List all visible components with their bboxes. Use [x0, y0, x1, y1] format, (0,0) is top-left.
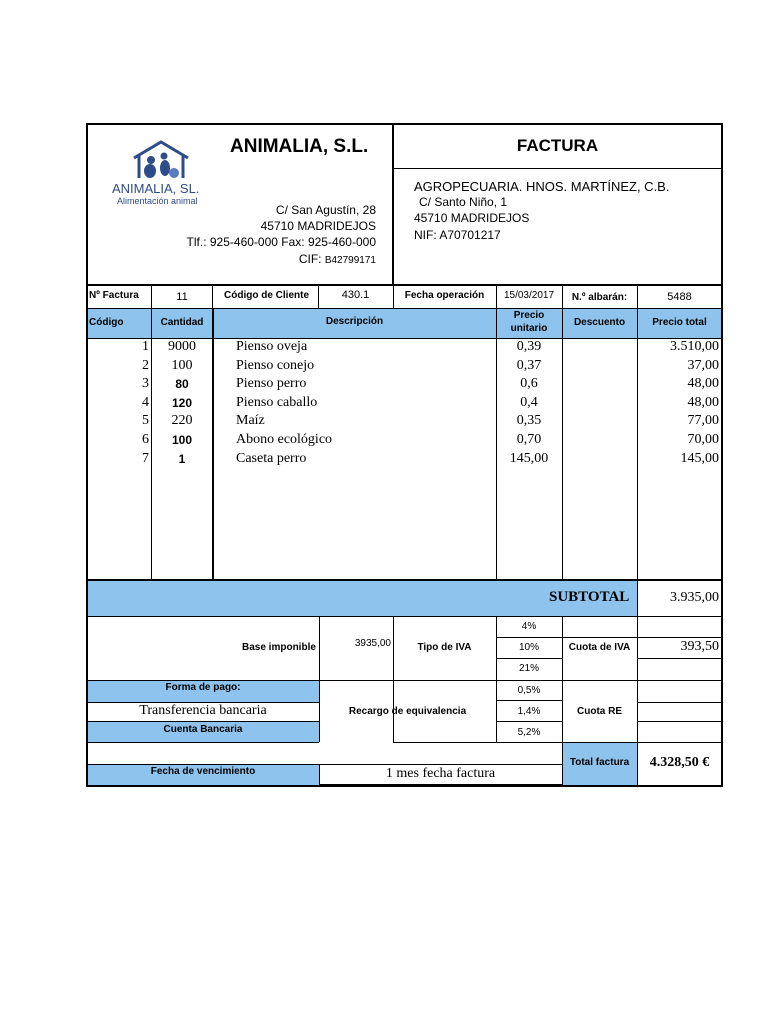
line-total: 48,00 [687, 376, 719, 391]
re-rate-52: 5,2% [517, 727, 541, 738]
col-code-header: Código [89, 317, 124, 328]
total-label: Total factura [569, 757, 630, 768]
tax-base-value: 3935,00 [354, 638, 391, 649]
op-date-value: 15/03/2017 [503, 290, 555, 301]
company-city: 45710 MADRIDEJOS [260, 219, 376, 233]
line-price: 0,35 [516, 413, 542, 428]
line-code: 1 [142, 339, 149, 354]
total-value: 4.328,50 € [649, 755, 710, 770]
due-date-value: 1 mes fecha factura [385, 766, 496, 781]
table-row [0, 396, 768, 414]
table-row [0, 359, 768, 377]
table-row [0, 340, 768, 358]
logo-text: ANIMALIA, SL. [112, 181, 200, 196]
cif-value: B42799171 [324, 255, 376, 266]
line-total: 37,00 [687, 358, 719, 373]
client-name: AGROPECUARIA. HNOS. MARTÍNEZ, C.B. [414, 179, 670, 194]
client-city: 45710 MADRIDEJOS [414, 211, 530, 225]
delivery-no-value: 5488 [667, 291, 692, 303]
client-nif: NIF: A70701217 [414, 228, 501, 242]
table-row [0, 452, 768, 470]
line-desc: Pienso perro [236, 376, 307, 391]
line-qty: 220 [171, 413, 193, 428]
line-total: 145,00 [680, 451, 719, 466]
company-phones: Tlf.: 925-460-000 Fax: 925-460-000 [186, 235, 376, 249]
iva-rate-4: 4% [521, 621, 537, 632]
line-price: 0,37 [516, 358, 542, 373]
col-total-header: Precio total [652, 317, 707, 328]
doc-title: FACTURA [516, 136, 599, 155]
line-code: 4 [142, 395, 149, 410]
col-unit-price-header-1: Precio [513, 310, 545, 321]
client-code-label: Código de Cliente [224, 290, 309, 301]
invoice-no-label: Nº Factura [89, 290, 139, 301]
cif-label: CIF: [298, 252, 322, 266]
subtotal-label: SUBTOTAL [549, 589, 630, 605]
line-total: 3.510,00 [670, 339, 719, 354]
table-row [0, 377, 768, 395]
op-date-label: Fecha operación [404, 290, 485, 301]
line-price: 0,39 [516, 339, 542, 354]
line-code: 2 [142, 358, 149, 373]
line-price: 0,4 [520, 395, 538, 410]
iva-type-label: Tipo de IVA [417, 642, 472, 653]
line-desc: Pienso caballo [236, 395, 318, 410]
col-unit-price-header-2: unitario [510, 323, 548, 334]
logo-tagline: Alimentación animal [117, 196, 198, 206]
line-qty: 100 [171, 358, 193, 373]
col-qty-header: Cantidad [160, 317, 204, 328]
re-rate-05: 0,5% [517, 685, 541, 696]
payment-method-value: Transferencia bancaria [139, 703, 267, 718]
line-code: 5 [142, 413, 149, 428]
iva-rate-21: 21% [518, 663, 539, 674]
table-row [0, 414, 768, 432]
line-desc: Abono ecológico [236, 432, 333, 447]
house-logo-icon [104, 138, 214, 180]
line-price: 0,70 [516, 432, 542, 447]
line-qty: 1 [178, 452, 186, 466]
re-label: Recargo de equivalencia [348, 706, 467, 717]
company-name: ANIMALIA, S.L. [230, 136, 369, 157]
account-label: Cuenta Bancaria [163, 724, 243, 735]
line-qty: 9000 [168, 339, 196, 354]
subtotal-value: 3.935,00 [670, 590, 719, 605]
due-date-label: Fecha de vencimiento [150, 766, 256, 777]
client-street: C/ Santo Niño, 1 [419, 195, 508, 209]
iva-amount-label: Cuota de IVA [568, 642, 631, 653]
line-desc: Pienso oveja [236, 339, 308, 354]
line-qty: 120 [171, 396, 193, 410]
line-price: 0,6 [520, 376, 538, 391]
line-qty: 80 [175, 377, 189, 391]
table-row [0, 433, 768, 451]
line-total: 77,00 [687, 413, 719, 428]
line-desc: Caseta perro [236, 451, 307, 466]
line-qty: 100 [171, 433, 193, 447]
line-desc: Maíz [236, 413, 265, 428]
re-amount-label: Cuota RE [577, 706, 622, 717]
line-desc: Pienso conejo [236, 358, 315, 373]
line-price: 145,00 [509, 451, 549, 466]
re-rate-14: 1,4% [517, 706, 541, 717]
iva-amount-value: 393,50 [680, 639, 719, 654]
line-total: 48,00 [687, 395, 719, 410]
invoice-no-value: 11 [176, 291, 188, 303]
client-code-value: 430.1 [341, 289, 370, 301]
line-total: 70,00 [687, 432, 719, 447]
tax-base-label: Base imponible [242, 642, 316, 653]
line-code: 7 [142, 451, 149, 466]
line-code: 6 [142, 432, 149, 447]
company-street: C/ San Agustín, 28 [275, 203, 376, 217]
company-cif [220, 252, 376, 266]
iva-rate-10: 10% [518, 642, 539, 653]
col-desc-header: Descripción [325, 316, 384, 327]
company-logo [104, 138, 214, 208]
line-code: 3 [142, 376, 149, 391]
payment-method-label: Forma de pago: [165, 682, 241, 693]
col-discount-header: Descuento [573, 317, 626, 328]
delivery-no-label: N.º albarán: [571, 292, 628, 303]
